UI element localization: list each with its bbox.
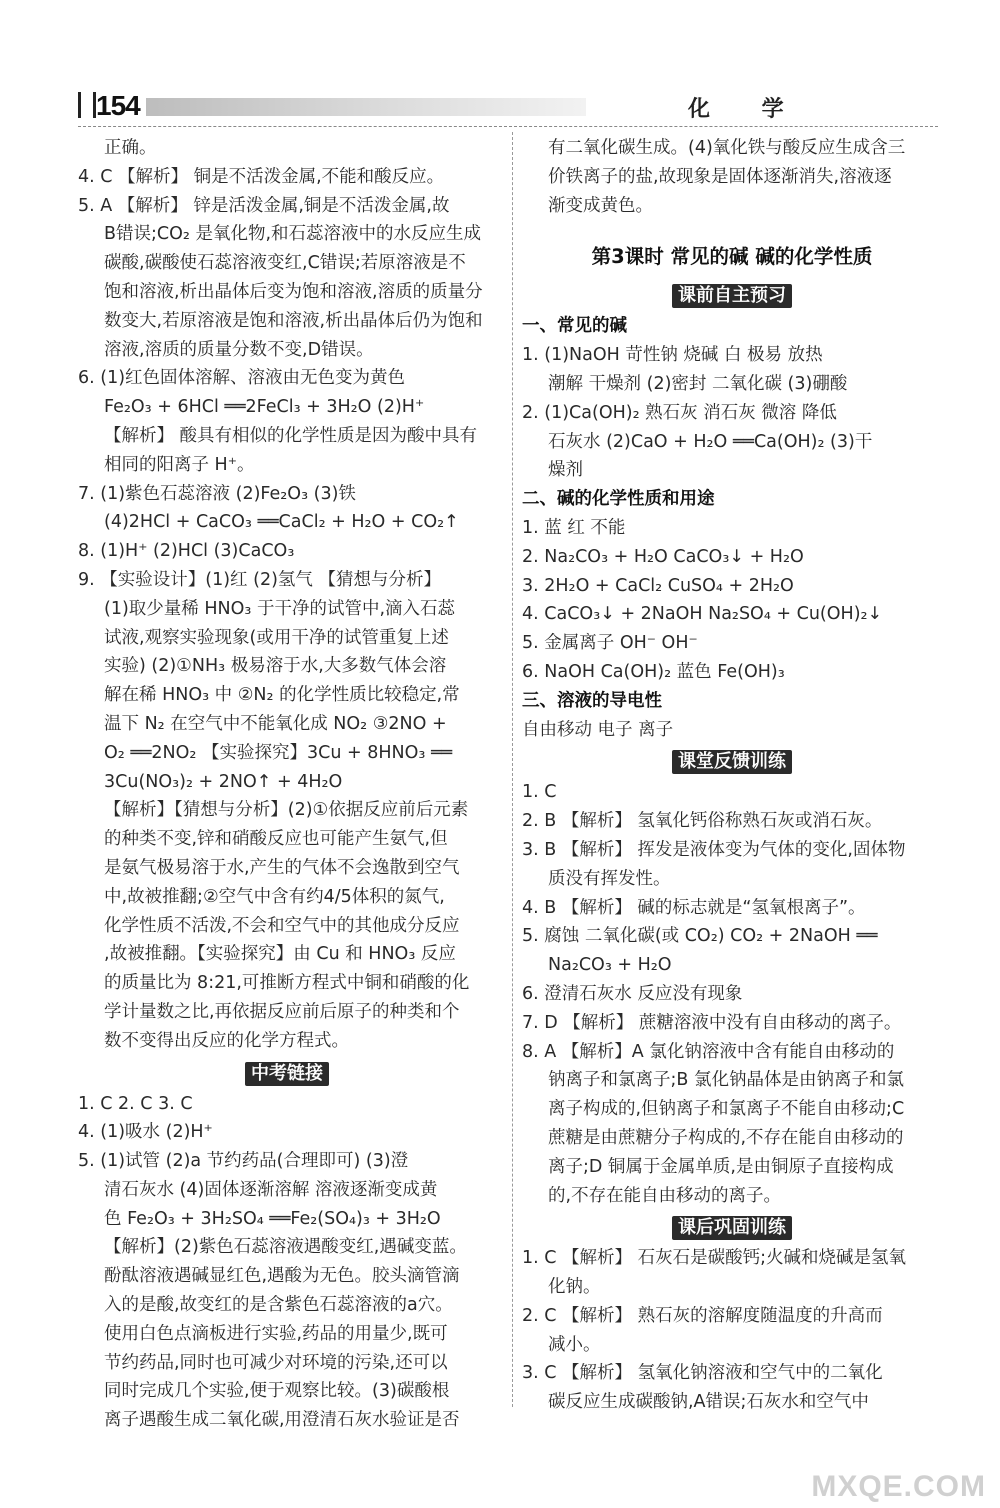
answer-line: 离子构成的,但钠离子和氯离子不能自由移动;C: [548, 1099, 905, 1120]
answer-line: 清石灰水 (4)固体逐渐溶解 溶液逐渐变成黄: [104, 1179, 438, 1200]
right-continued-answers: [522, 134, 942, 220]
answer-line: 数变大,若原溶液是饱和溶液,析出晶体后仍为饱和: [104, 310, 483, 331]
answer-line: 实验) (2)①NH₃ 极易溶于水,大多数气体会溶: [104, 656, 447, 677]
answer-line: 入的是酸,故变红的是含紫色石蕊溶液的a穴。: [104, 1295, 453, 1316]
answer-line: 碳酸,碳酸使石蕊溶液变红,C错误;若原溶液是不: [104, 253, 466, 274]
answer-line: 1. 蓝 红 不能: [522, 517, 626, 538]
answer-line: 是氨气极易溶于水,产生的气体不会逸散到空气: [104, 857, 460, 878]
answer-line: 溶液,溶质的质量分数不变,D错误。: [104, 339, 374, 360]
answer-line: 5. (1)试管 (2)a 节约药品(合理即可) (3)澄: [78, 1151, 409, 1172]
answer-line: 减小。: [548, 1334, 601, 1355]
subsection-heading: 一、常见的碱: [522, 316, 627, 337]
answer-line: (1)取少量稀 HNO₃ 于干净的试管中,滴入石蕊: [104, 598, 456, 619]
answer-line: 解在稀 HNO₃ 中 ②N₂ 的化学性质比较稳定,常: [104, 685, 460, 706]
answer-line: 饱和溶液,析出晶体后变为饱和溶液,溶质的质量分: [104, 281, 483, 302]
answer-line: 试液,观察实验现象(或用干净的试管重复上述: [104, 627, 449, 648]
answer-line: 2. Na₂CO₃ + H₂O CaCO₃↓ + H₂O: [522, 546, 804, 567]
answer-line: 的,不存在能自由移动的离子。: [548, 1185, 782, 1206]
answer-line: 燥剂: [548, 460, 583, 481]
answer-line: 碳反应生成碳酸钠,A错误;石灰水和空气中: [548, 1392, 869, 1413]
answer-line: 5. 金属离子 OH⁻ OH⁻: [522, 633, 698, 654]
class-feedback-answers: [522, 778, 942, 1210]
answer-line: 【解析】 酸具有相似的化学性质是因为酸中具有: [104, 425, 478, 446]
answer-line: 使用白色点滴板进行实验,药品的用量少,既可: [104, 1323, 448, 1344]
answer-line: 1. C 【解析】 石灰石是碳酸钙;火碱和烧碱是氢氧: [522, 1248, 906, 1269]
answer-line: 8. (1)H⁺ (2)HCl (3)CaCO₃: [78, 541, 295, 562]
answer-line: 1. C: [522, 782, 557, 803]
answer-line: 6. (1)红色固体溶解、溶液由无色变为黄色: [78, 368, 406, 389]
answer-line: 1. (1)NaOH 苛性钠 烧碱 白 极易 放热: [522, 345, 823, 366]
answer-line: 有二氧化碳生成。(4)氧化铁与酸反应生成含三: [548, 138, 906, 158]
answer-line: 相同的阳离子 H⁺。: [104, 454, 255, 475]
lesson-title: 第3课时 常见的碱 碱的化学性质: [591, 245, 873, 269]
answer-line: 【解析】【猜想与分析】(2)①依据反应前后元素: [104, 800, 469, 821]
answer-line: 化学性质不活泼,不会和空气中的其他成分反应: [104, 915, 460, 936]
answer-line: 石灰水 (2)CaO + H₂O ══Ca(OH)₂ (3)干: [548, 431, 873, 452]
answer-line: 的种类不变,锌和硝酸反应也可能产生氨气,但: [104, 829, 448, 850]
right-column: [522, 134, 942, 1417]
preview-answers: [522, 312, 942, 744]
answer-line: 色 Fe₂O₃ + 3H₂SO₄ ══Fe₂(SO₄)₃ + 3H₂O: [104, 1208, 441, 1229]
answer-line: (4)2HCl + CaCO₃ ══CaCl₂ + H₂O + CO₂↑: [104, 512, 459, 533]
answer-line: 6. 澄清石灰水 反应没有现象: [522, 983, 743, 1004]
section-preview: 课前自主预习: [522, 282, 942, 310]
left-answers: [78, 134, 496, 1056]
answer-line: 6. NaOH Ca(OH)₂ 蓝色 Fe(OH)₃: [522, 661, 785, 682]
answer-line: Na₂CO₃ + H₂O: [548, 955, 672, 976]
answer-line: ,故被推翻。【实验探究】由 Cu 和 HNO₃ 反应: [104, 944, 456, 965]
answer-line: 价铁离子的盐,故现象是固体逐渐消失,溶液逐: [548, 166, 892, 187]
section-after-class: 课后巩固训练: [522, 1214, 942, 1242]
answer-line: 正确。: [104, 138, 157, 158]
answer-line: 【解析】(2)紫色石蕊溶液遇酸变红,遇碱变蓝。: [104, 1237, 467, 1258]
answer-line: 1. C 2. C 3. C: [78, 1093, 193, 1114]
answer-line: 3Cu(NO₃)₂ + 2NO↑ + 4H₂O: [104, 771, 343, 792]
answer-line: 化钠。: [548, 1277, 601, 1298]
answer-line: 潮解 干燥剂 (2)密封 二氧化碳 (3)硼酸: [548, 373, 848, 394]
watermark-text: MXQE.COM: [811, 1470, 986, 1503]
header-mark: [78, 92, 96, 118]
answer-line: 离子;D 铜属于金属单质,是由铜原子直接构成: [548, 1156, 894, 1177]
answer-line: 同时完成几个实验,便于观察比较。(3)碳酸根: [104, 1381, 450, 1402]
answer-line: 7. D 【解析】 蔗糖溶液中没有自由移动的离子。: [522, 1012, 902, 1033]
answer-line: 9. 【实验设计】(1)红 (2)氢气 【猜想与分析】: [78, 569, 441, 590]
answer-line: 离子遇酸生成二氧化碳,用澄清石灰水验证是否: [104, 1410, 460, 1431]
header-band: [146, 98, 586, 116]
answer-line: 7. (1)紫色石蕊溶液 (2)Fe₂O₃ (3)铁: [78, 483, 356, 504]
answer-line: 温下 N₂ 在空气中不能氧化成 NO₂ ③2NO +: [104, 713, 447, 734]
column-divider: [512, 132, 513, 1407]
answer-line: 3. C 【解析】 氢氧化钠溶液和空气中的二氧化: [522, 1363, 883, 1384]
page-number: 154: [96, 90, 140, 121]
answer-line: 中,故被推翻;②空气中含有约4/5体积的氮气,: [104, 886, 445, 907]
answer-line: O₂ ══2NO₂ 【实验探究】3Cu + 8HNO₃ ══: [104, 742, 453, 763]
answer-line: Fe₂O₃ + 6HCl ══2FeCl₃ + 3H₂O (2)H⁺: [104, 397, 425, 418]
answer-line: 学计量数之比,再依据反应前后原子的种类和个: [104, 1001, 460, 1022]
subsection-heading: 二、碱的化学性质和用途: [522, 489, 715, 510]
answer-line: 4. B 【解析】 碱的标志就是“氢氧根离子”。: [522, 897, 866, 918]
page-header: [78, 88, 938, 128]
subsection-heading: 三、溶液的导电性: [522, 690, 662, 711]
answer-line: 2. B 【解析】 氢氧化钙俗称熟石灰或消石灰。: [522, 811, 883, 832]
answer-line: 3. 2H₂O + CaCl₂ CuSO₄ + 2H₂O: [522, 575, 794, 596]
after-class-answers: [522, 1244, 942, 1417]
answer-line: 4. CaCO₃↓ + 2NaOH Na₂SO₄ + Cu(OH)₂↓: [522, 604, 883, 625]
header-rule: [78, 126, 938, 127]
answer-line: 节约药品,同时也可减少对环境的污染,还可以: [104, 1352, 448, 1373]
zhongkao-answers: [78, 1090, 496, 1436]
section-zhongkao: 中考链接: [78, 1060, 496, 1088]
answer-line: 5. A 【解析】 锌是活泼金属,铜是不活泼金属,故: [78, 195, 450, 216]
subject-title: 化 学: [688, 96, 806, 122]
answer-line: 5. 腐蚀 二氧化碳(或 CO₂) CO₂ + 2NaOH ══: [522, 926, 878, 947]
answer-line: 自由移动 电子 离子: [522, 719, 674, 740]
answer-line: B错误;CO₂ 是氧化物,和石蕊溶液中的水反应生成: [104, 224, 482, 245]
answer-line: 酚酞溶液遇碱显红色,遇酸为无色。胶头滴管滴: [104, 1266, 460, 1287]
answer-line: 4. (1)吸水 (2)H⁺: [78, 1122, 213, 1143]
answer-line: 3. B 【解析】 挥发是液体变为气体的变化,固体物: [522, 839, 906, 860]
answer-line: 8. A 【解析】A 氯化钠溶液中含有能自由移动的: [522, 1041, 895, 1062]
answer-line: 数不变得出反应的化学方程式。: [104, 1030, 349, 1051]
answer-line: 蔗糖是由蔗糖分子构成的,不存在能自由移动的: [548, 1127, 904, 1148]
answer-line: 2. (1)Ca(OH)₂ 熟石灰 消石灰 微溶 降低: [522, 402, 837, 423]
answer-line: 2. C 【解析】 熟石灰的溶解度随温度的升高而: [522, 1305, 883, 1326]
answer-line: 钠离子和氯离子;B 氯化钠晶体是由钠离子和氯: [548, 1070, 904, 1091]
answer-line: 渐变成黄色。: [548, 195, 653, 216]
answer-line: 4. C 【解析】 铜是不活泼金属,不能和酸反应。: [78, 166, 445, 187]
section-class-feedback: 课堂反馈训练: [522, 748, 942, 776]
left-column: [78, 134, 496, 1435]
answer-line: 的质量比为 8:21,可推断方程式中铜和硝酸的化: [104, 973, 470, 994]
answer-line: 质没有挥发性。: [548, 868, 671, 889]
